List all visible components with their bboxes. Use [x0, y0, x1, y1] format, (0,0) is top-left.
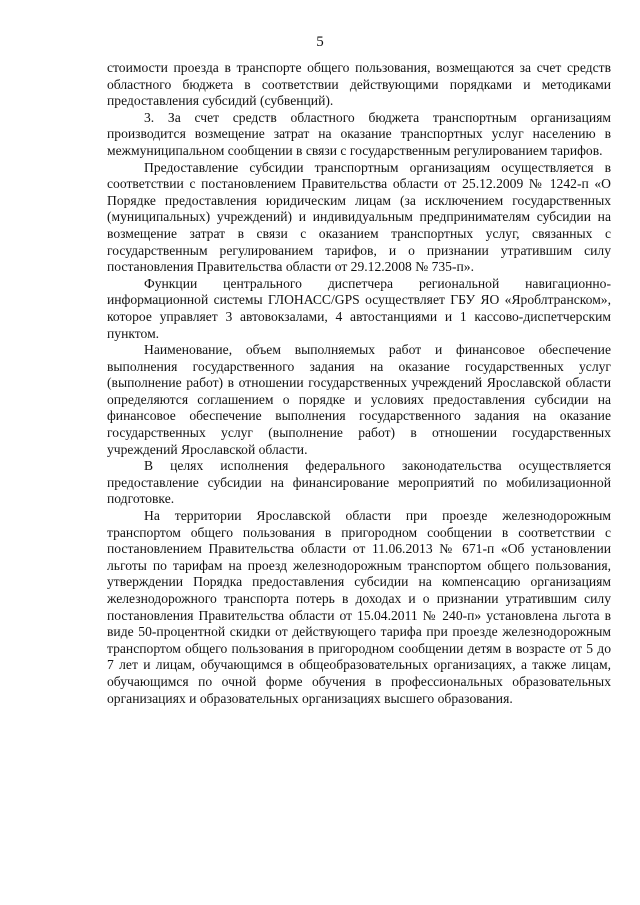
paragraph-5-state-assignment: Наименование, объем выполняемых работ и финансовое обеспечение выполнения государственного задания на оказание государственных услуг (выполнение работ) в отношении государственных учреждений Ярославской области определяются соглашением о порядке и условиях предоставления субсидии на финансовое обеспечение выполнения государственного задания на оказание государственных услуг (выполнение работ) в отношении государственных учреждений Ярославской области. — [107, 342, 611, 457]
paragraph-7-railway-benefit: На территории Ярославской области при проезде железнодорожным транспортом общего пользования в пригородном сообщении в соответствии с постановлением Правительства области от 11.06.2013 № 671-п «Об установлении льготы по тарифам на проезд железнодорожным транспортом общего пользования, утверждении Порядка предоставления субсидии на компенсацию организациям железнодорожного транспорта потерь в доходах и о признании утратившим силу постановления Правительства области от 15.04.2011 № 240-п» установлена льгота в виде 50-процентной скидки от действующего тарифа при проезде железнодорожным транспортом общего пользования в пригородном сообщении детям в возрасте от 5 до 7 лет и лицам, обучающимся в общеобразовательных организациях, а также лицам, обучающимся по очной форме обучения в профессиональных образовательных организациях и образовательных организациях высшего образования. — [107, 508, 611, 706]
paragraph-2-item-3: 3. За счет средств областного бюджета транспортным организациям производится возмещение затрат на оказание транспортных услуг населению в межмуниципальном сообщении в связи с государственным регулированием тарифов. — [107, 109, 611, 158]
paragraph-4-glonass-dispatcher: Функции центрального диспетчера региональной навигационно-информационной системы ГЛОНАСС/GPS осуществляет ГБУ ЯО «Яроблтранском», которое управляет 3 автовокзалами, 4 автостанциями и 1 кассово-диспетчерским пунктом. — [107, 275, 611, 341]
paragraph-6-mobilization: В целях исполнения федерального законодательства осуществляется предоставление субсидии на финансирование мероприятий по мобилизационной подготовке. — [107, 458, 611, 507]
paragraph-1-continuation: стоимости проезда в транспорте общего пользования, возмещаются за счет средств областного бюджета в соответствии действующими порядками и методиками предоставления субсидий (субвенций). — [107, 60, 611, 109]
page-number: 5 — [316, 34, 324, 50]
document-body — [107, 60, 611, 707]
paragraph-3-subsidy-provision: Предоставление субсидии транспортным организациям осуществляется в соответствии с постановлением Правительства области от 25.12.2009 № 1242-п «О Порядке предоставления юридическим лицам (за исключением государственных (муниципальных) учреждений) и индивидуальным предпринимателям субсидии на возмещение затрат в связи с оказанием транспортных услуг, связанных с государственным регулированием тарифов, и о признании утратившим силу постановления Правительства области от 29.12.2008 № 735-п». — [107, 159, 611, 275]
